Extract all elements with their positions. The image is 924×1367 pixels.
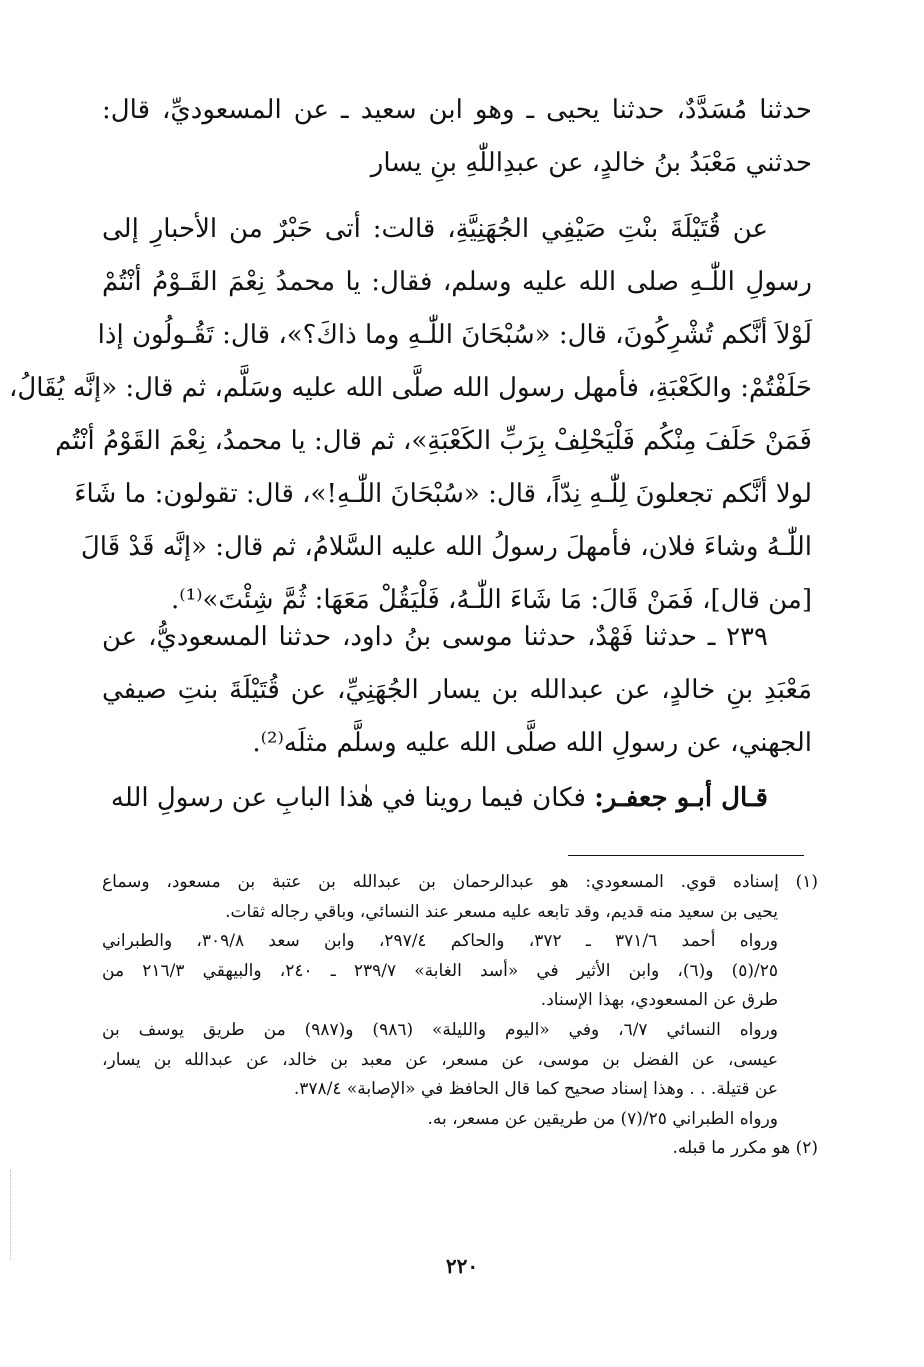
- text-line: حدثني مَعْبَدُ بنُ خالدٍ، عن عبدِاللّٰهِ بنِ يسار: [370, 148, 812, 178]
- closing-text: فكان فيما روينا في هٰذا البابِ عن رسولِ الله: [110, 783, 586, 813]
- text-line: [من قال]، فَمَنْ قَالَ: مَا شَاءَ اللّٰـهُ، فَلْيَقُلْ مَعَهَا: ثُمَّ شِئْتَ»⁽¹⁾.: [171, 585, 812, 615]
- matn-paragraph: [8, 203, 812, 627]
- text-line: حدثنا مُسَدَّدٌ، حدثنا يحيى ـ وهو ابن سعيد ـ عن المسعوديِّ، قال:: [102, 95, 812, 125]
- text-line: الجهني، عن رسولِ الله صلَّى الله عليه وسلَّم مثلَه⁽²⁾.: [252, 728, 812, 758]
- footnote-text: إسناده قوي. المسعودي: هو عبدالرحمان بن عبدالله بن عتبة بن مسعود، وسماع: [102, 872, 779, 892]
- text-line: ٢٣٩ ـ حدثنا فَهْدٌ، حدثنا موسى بنُ داود، حدثنا المسعوديُّ، عن: [102, 622, 768, 652]
- footnote-line: طرق عن المسعودي، بهذا الإسناد.: [540, 990, 778, 1011]
- footnote-separator: [568, 855, 804, 856]
- footnote-line: ورواه النسائي ٦/٧، وفي «اليوم والليلة» (٩٨٦) و(٩٨٧) من طريق يوسف بن: [102, 1019, 778, 1040]
- text-line: لَوْلاَ أنَّكم تُشْرِكُونَ، قال: «سُبْحَانَ اللّٰـهِ وما ذاكَ؟»، قال: تَقُـولُون إذا: [97, 320, 812, 350]
- footnotes: [102, 868, 818, 1164]
- footnote-marker: (٢): [795, 1138, 818, 1159]
- scan-margin-mark: [10, 1170, 13, 1260]
- footnote-line: [102, 868, 818, 898]
- text-line: رسولِ اللّٰـهِ صلى الله عليه وسلم، فقال: يا محمدُ نِعْمَ القَـوْمُ أنْتُمْ: [102, 267, 812, 297]
- footnote-line: يحيى بن سعيد منه قديم، وقد تابعه عليه مسعر عند النسائي، وباقي رجاله ثقات.: [225, 901, 778, 922]
- text-line: حَلَفْتُمْ: والكَعْبَةِ، فأمهل رسول الله صلَّى الله عليه وسَلَّم، ثم قال: «إنَّه يُقَالُ،: [8, 373, 812, 403]
- footnote-marker: (١): [795, 872, 819, 892]
- text-line: مَعْبَدِ بنِ خالدٍ، عن عبدالله بن يسار الجُهَنِيِّ، عن قُتَيْلَةَ بنتِ صيفي: [102, 675, 812, 705]
- footnote-line: عيسى، عن الفضل بن موسى، عن مسعر، عن معبد بن خالد، عن عبدالله بن يسار،: [102, 1049, 778, 1070]
- page-number: ٢٢٠: [445, 1254, 479, 1278]
- text-line: [102, 772, 812, 825]
- hadith-239-paragraph: [102, 611, 812, 770]
- isnad-paragraph: [102, 84, 812, 190]
- footnote-line: ورواه أحمد ٣٧١/٦ ـ ٣٧٢، والحاكم ٢٩٧/٤، وابن سعد ٣٠٩/٨، والطبراني: [102, 931, 778, 952]
- closing-paragraph: [102, 772, 812, 825]
- footnote-line: ورواه الطبراني ٢٥/(٧) من طريقين عن مسعر، به.: [427, 1108, 778, 1129]
- text-line: لولا أنَّكم تجعلونَ لِلّٰـهِ نِدّاً، قال: «سُبْحَانَ اللّٰـهِ!»، قال: تقولون: ما شَاءَ: [74, 479, 812, 509]
- text-line: اللّٰـهُ وشاءَ فلان، فأمهلَ رسولُ الله عليه السَّلامُ، ثم قال: «إنَّه قَدْ قَالَ: [80, 532, 812, 562]
- footnote-line: [102, 1134, 818, 1164]
- text-line: فَمَنْ حَلَفَ مِنْكُم فَلْيَحْلِفْ بِرَبِّ الكَعْبَةِ»، ثم قال: يا محمدُ، نِعْمَ القَوْمُ أنْتُم: [55, 426, 812, 456]
- footnote-text: هو مكرر ما قبله.: [672, 1138, 791, 1159]
- text-line: عن قُتَيْلَةَ بنْتِ صَيْفِي الجُهَنِيَّةِ، قالت: أتى حَبْرٌ من الأحبارِ إلى: [102, 214, 768, 244]
- footnote-line: عن قتيلة. . . وهذا إسناد صحيح كما قال الحافظ في «الإصابة» ٣٧٨/٤.: [293, 1079, 778, 1100]
- footnote-line: ٢٥/(٥) و(٦)، وابن الأثير في «أسد الغابة» ٢٣٩/٧ ـ ٢٤٠، والبيهقي ٢١٦/٣ من: [102, 960, 779, 981]
- speaker-label: قـال أبـو جعفـر:: [594, 783, 768, 813]
